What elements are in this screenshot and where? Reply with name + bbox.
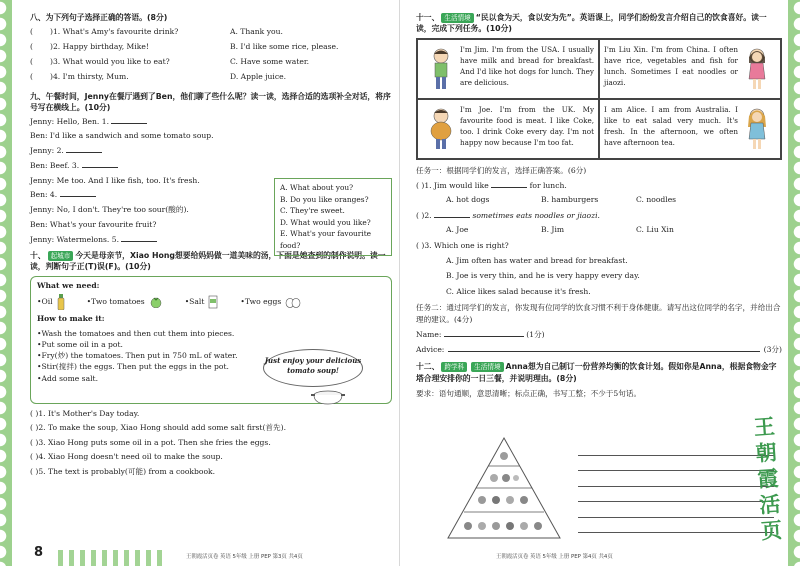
dialog-line: Ben: What's your favourite fruit? bbox=[30, 220, 157, 230]
option-item: C. Alice likes salad because it's fresh. bbox=[446, 286, 591, 296]
section-8-rows bbox=[30, 27, 392, 83]
card-joe bbox=[417, 99, 599, 159]
card-text: I'm Liu Xin. I'm from China. I often have rice, vegetables and fish for lunch. Sometimes I eat noodles or jiaozi. bbox=[604, 45, 738, 87]
writing-line[interactable] bbox=[578, 487, 774, 503]
name-blank[interactable] bbox=[444, 330, 524, 337]
option-item: C. Liu Xin bbox=[636, 225, 674, 235]
ingredient-eggs: •Two eggs bbox=[240, 296, 301, 308]
task1-title: 任务一：根据同学们的发言，选择正确答案。(6分) bbox=[416, 166, 587, 175]
card-text: I'm Joe. I'm from the UK. My favourite food is meat. I like Coke, too. I drink Coke every day. I'm not happy now because I'm too fat. bbox=[460, 105, 594, 147]
section-10-title: 十、 起城市 今天是母亲节，Xiao Hong想要给妈妈做一道美味的汤，下面是她查到的制作说明。读一读，判断句子正(T)误(F)。(10分) bbox=[30, 250, 386, 271]
answer-option: D. Apple juice. bbox=[230, 71, 287, 81]
answer-option: A. Thank you. bbox=[230, 27, 283, 36]
ingredient-salt: •Salt bbox=[185, 295, 219, 309]
option-item: B. hamburgers bbox=[541, 195, 599, 205]
dialog-line: Jenny: Hello, Ben. 1. bbox=[30, 117, 392, 128]
writing-line[interactable] bbox=[578, 502, 774, 518]
task1-q2[interactable]: ( )2. sometimes eats noodles or jiaozi. bbox=[416, 210, 600, 220]
right-footer: 王朝霞活页卷 英语 5年级 上册 PEP 第4页 共4页 bbox=[496, 554, 613, 560]
recipe-step: •Add some salt. bbox=[37, 373, 98, 383]
answer-blank[interactable] bbox=[82, 161, 118, 168]
salt-bag-icon bbox=[208, 295, 218, 309]
answer-paren[interactable]: ( bbox=[30, 27, 33, 36]
question-text: )4. I'm thirsty, Mum. bbox=[50, 71, 129, 81]
card-liu-xin bbox=[599, 39, 781, 99]
tf-question[interactable]: ( )5. The text is probably(可能) from a cookbook. bbox=[30, 466, 216, 476]
writing-line[interactable] bbox=[578, 471, 774, 487]
option-item: A. What about you? bbox=[280, 183, 354, 192]
card-text: I'm Jim. I'm from the USA. I usually have milk and bread for breakfast. And I'd like hot dogs for lunch. They are delicious. bbox=[460, 45, 594, 87]
brand-stamp: 王朝霞活页 bbox=[752, 413, 783, 544]
right-border-decoration bbox=[788, 0, 800, 566]
left-border-decoration bbox=[0, 0, 12, 566]
dialog-line: Ben: Beef. 3. bbox=[30, 161, 392, 172]
section-tag: 起城市 bbox=[48, 251, 74, 261]
card-jim bbox=[417, 39, 599, 99]
s8-row-2 bbox=[30, 42, 392, 53]
option-item: B. Do you like oranges? bbox=[280, 194, 369, 204]
section-8-title: 八、为下列句子选择正确的答语。(8分) bbox=[30, 13, 168, 22]
dialog-line: Jenny: No, I don't. They're too sour(酸的). bbox=[30, 205, 189, 215]
tf-question[interactable]: ( )4. Xiao Hong doesn't need oil to make the soup. bbox=[30, 452, 223, 462]
eggs-icon bbox=[285, 296, 301, 308]
section-tag: 生活情境 bbox=[471, 362, 503, 372]
answer-blank[interactable] bbox=[66, 146, 102, 153]
tomato-icon bbox=[149, 296, 163, 308]
card-alice bbox=[599, 99, 781, 159]
advice-blank[interactable] bbox=[448, 345, 759, 352]
ingredients bbox=[37, 294, 385, 310]
answer-blank[interactable] bbox=[60, 190, 96, 197]
answer-paren[interactable]: ( bbox=[30, 71, 33, 81]
writing-line[interactable] bbox=[578, 518, 774, 534]
name-line: Name: (1分) bbox=[416, 330, 545, 340]
tf-question[interactable]: ( )3. Xiao Hong puts some oil in a pot. Then she fries the eggs. bbox=[30, 437, 271, 447]
option-item: A. Jim often has water and bread for breakfast. bbox=[446, 255, 628, 265]
right-page bbox=[400, 0, 800, 566]
left-content bbox=[30, 8, 392, 482]
q2-options bbox=[416, 225, 782, 236]
recipe-step: •Fry(炒) the tomatoes. Then put in 750 mL of water. bbox=[37, 351, 238, 361]
question-text: )3. What would you like to eat? bbox=[50, 56, 170, 66]
how-label: How to make it: bbox=[37, 314, 105, 324]
soup-pot-icon bbox=[311, 389, 345, 405]
task1-q3[interactable]: ( )3. Which one is right? bbox=[416, 240, 509, 250]
dialog-line: Ben: I'd like a sandwich and some tomato soup. bbox=[30, 131, 214, 141]
girl-figure-icon bbox=[745, 107, 769, 151]
option-item: B. Jim bbox=[541, 225, 565, 235]
dialog-line: Ben: 4. bbox=[30, 190, 392, 201]
left-footer: 王朝霞活页卷 英语 5年级 上册 PEP 第3页 共4页 bbox=[186, 554, 303, 560]
need-label: What we need: bbox=[37, 280, 100, 290]
ingredient-oil: •Oil bbox=[37, 294, 65, 310]
s8-row-1 bbox=[30, 27, 392, 38]
dialog-line: Jenny: 2. bbox=[30, 146, 392, 157]
recipe-card bbox=[30, 276, 392, 404]
option-item: E. What's your favourite food? bbox=[280, 229, 372, 250]
advice-line: Advice: (3分) bbox=[416, 344, 782, 354]
answer-paren[interactable]: ( bbox=[30, 41, 33, 51]
answer-option: C. Have some water. bbox=[230, 56, 310, 66]
speech-bubble: Just enjoy your delicious tomato soup! bbox=[263, 349, 363, 387]
card-text: I am Alice. I am from Australia. I like to eat salad very much. It's fresh. In the afternoon, we often have afternoon tea. bbox=[604, 105, 738, 147]
boy-figure-icon bbox=[429, 47, 453, 91]
writing-line[interactable] bbox=[578, 456, 774, 472]
right-content bbox=[416, 8, 782, 403]
question-text: )1. What's Amy's favourite drink? bbox=[50, 27, 179, 36]
option-item: A. hot dogs bbox=[446, 195, 490, 205]
answer-option: B. I'd like some rice, please. bbox=[230, 41, 339, 51]
writing-lines[interactable] bbox=[578, 440, 774, 533]
task2-title: 任务二：通过同学们的发言，你发现有位同学的饮食习惯不利于身体健康。请写出这位同学的名字，并给出合理的建议。(4分) bbox=[416, 303, 781, 325]
girl-figure-icon bbox=[745, 47, 769, 91]
answer-blank[interactable] bbox=[491, 181, 527, 188]
section-tag: 跨学科 bbox=[441, 362, 467, 372]
answer-blank[interactable] bbox=[434, 211, 470, 218]
page-number: 8 bbox=[34, 545, 44, 560]
food-pyramid-icon bbox=[444, 434, 564, 544]
dialog-line: Jenny: Watermelons. 5. bbox=[30, 235, 392, 246]
boy-figure-icon bbox=[428, 107, 454, 151]
requirements: 要求：语句通顺，意思清晰；标点正确，书写工整；不少于5句话。 bbox=[416, 388, 642, 398]
speaker-cards bbox=[416, 38, 782, 160]
ingredient-tomatoes: •Two tomatoes bbox=[87, 296, 163, 308]
section-tag: 生活情境 bbox=[441, 13, 473, 23]
option-item: B. Joe is very thin, and he is very happy every day. bbox=[446, 271, 640, 281]
s8-row-3 bbox=[30, 57, 392, 68]
options-box bbox=[274, 178, 392, 256]
option-item: A. Joe bbox=[446, 225, 469, 235]
oil-bottle-icon bbox=[57, 294, 65, 310]
dialog-line: Jenny: Me too. And I like fish, too. It's fresh. bbox=[30, 175, 200, 185]
bottom-bars-decoration bbox=[58, 550, 168, 566]
s8-row-4 bbox=[30, 72, 392, 83]
section-12-title: 十二、 跨学科 生活情境 Anna想为自己制订一份营养均衡的饮食计划。假如你是Anna，根据食物金字塔合理安排你的一日三餐，并说明理由。(8分) bbox=[416, 361, 777, 383]
answer-blank[interactable] bbox=[111, 117, 147, 124]
tf-question[interactable]: ( )2. To make the soup, Xiao Hong should add some salt first(首先). bbox=[30, 423, 286, 433]
answer-paren[interactable]: ( bbox=[30, 56, 33, 66]
q1-options bbox=[416, 195, 782, 206]
writing-line[interactable] bbox=[578, 440, 774, 456]
section-10-questions bbox=[30, 409, 392, 478]
recipe-step: •Wash the tomatoes and then cut them into pieces. bbox=[37, 328, 235, 338]
recipe-step: •Stir(搅拌) the eggs. Then put the eggs in the pot. bbox=[37, 362, 229, 372]
task1-q1[interactable]: ( )1. Jim would like for lunch. bbox=[416, 180, 567, 190]
option-item: D. What would you like? bbox=[280, 217, 371, 227]
section-9-title: 九、午餐时间，Jenny在餐厅遇到了Ben，他们聊了些什么呢？读一读，选择合适的选项补全对话，将序号写在横线上。(10分) bbox=[30, 91, 391, 112]
option-item: C. noodles bbox=[636, 195, 677, 205]
question-text: )2. Happy birthday, Mike! bbox=[50, 41, 149, 51]
option-item: C. They're sweet. bbox=[280, 206, 345, 216]
tf-question[interactable]: ( )1. It's Mother's Day today. bbox=[30, 408, 140, 418]
recipe-step: •Put some oil in a pot. bbox=[37, 339, 123, 349]
section-11-title: 十一、 生活情境 “民以食为天，食以安为先”。英语课上，同学们纷纷发言介绍自己的饮食喜好。读一读，完成下列任务。(10分) bbox=[416, 13, 767, 33]
answer-blank[interactable] bbox=[121, 235, 157, 242]
